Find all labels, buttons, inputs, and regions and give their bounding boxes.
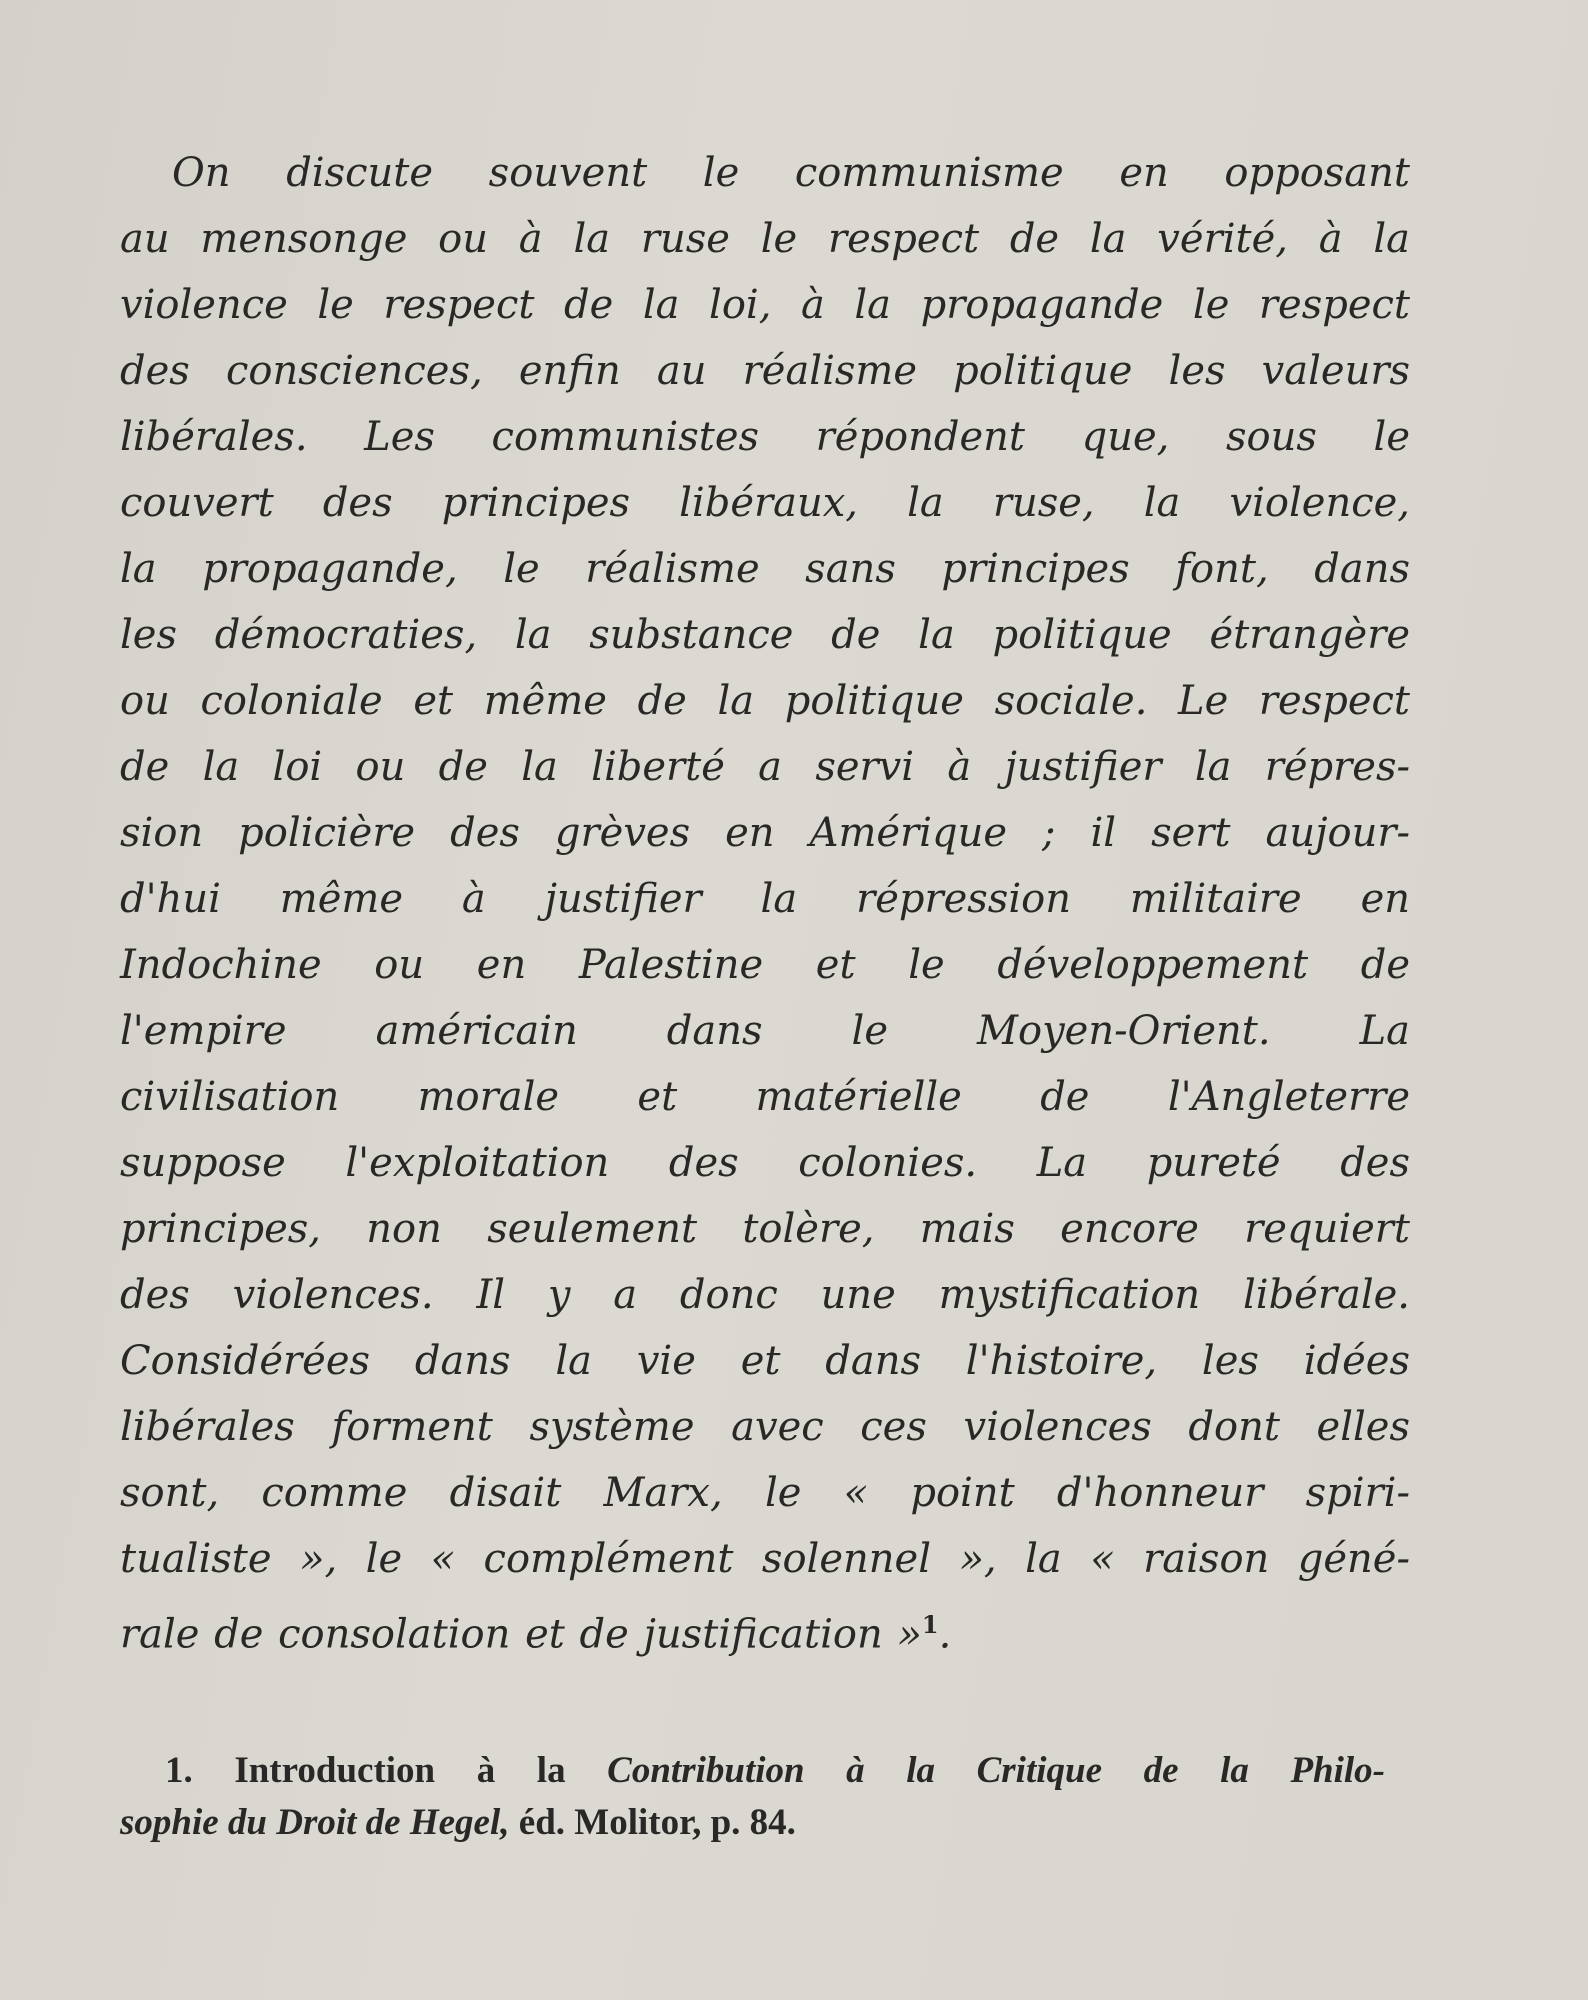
text-line: couvert des principes libéraux, la ruse, la violence, (120, 480, 1410, 526)
footnote-title: Contribution à la Critique de la Philo- (607, 1750, 1386, 1791)
text-line: Indochine ou en Palestine et le développement de (120, 942, 1410, 988)
end-period: . (938, 1611, 952, 1658)
text-line: ou coloniale et même de la politique sociale. Le respect (120, 678, 1410, 724)
text-line: sont, comme disait Marx, le « point d'honneur spiri- (120, 1470, 1410, 1516)
text-line: sion policière des grèves en Amérique ; il sert aujour- (120, 810, 1410, 856)
text-line: libérales forment système avec ces violences dont elles (120, 1404, 1410, 1450)
text-line: au mensonge ou à la ruse le respect de la vérité, à la (120, 216, 1410, 262)
text-line: principes, non seulement tolère, mais encore requiert (120, 1206, 1410, 1252)
footnote-reference: 1 (921, 1610, 939, 1639)
text-line: la propagande, le réalisme sans principes font, dans (120, 546, 1410, 592)
text-line: les démocraties, la substance de la politique étrangère (120, 612, 1410, 658)
text-line: l'empire américain dans le Moyen-Orient. La (120, 1008, 1410, 1054)
footnote-title-cont: sophie du Droit de Hegel, (120, 1802, 510, 1843)
footnote-line (165, 1745, 1385, 1797)
text-line: violence le respect de la loi, à la propagande le respect (120, 282, 1410, 328)
text-line: de la loi ou de la liberté a servi à justifier la répres- (120, 744, 1410, 790)
text-line-last (120, 1592, 1410, 1658)
footnote-line (120, 1797, 1385, 1849)
text-line: des consciences, enfin au réalisme politique les valeurs (120, 348, 1410, 394)
footnote-intro: Introduction à la (234, 1750, 566, 1791)
text-line: Considérées dans la vie et dans l'histoire, les idées (120, 1338, 1410, 1384)
footnote-number: 1. (165, 1750, 193, 1791)
body-text (120, 140, 1410, 1658)
text-line: On discute souvent le communisme en opposant (172, 150, 1410, 196)
footnote (120, 1745, 1386, 1849)
text-line: tualiste », le « complément solennel », la « raison géné- (120, 1536, 1410, 1582)
text-line: civilisation morale et matérielle de l'Angleterre (120, 1074, 1410, 1120)
footnote-edition: éd. Molitor, p. 84. (518, 1802, 796, 1843)
text-line: rale de consolation et de justification » (120, 1611, 922, 1658)
text-line: suppose l'exploitation des colonies. La pureté des (120, 1140, 1410, 1186)
text-line: des violences. Il y a donc une mystification libérale. (120, 1272, 1410, 1318)
text-line: d'hui même à justifier la répression militaire en (120, 876, 1410, 922)
text-line: libérales. Les communistes répondent que, sous le (120, 414, 1410, 460)
